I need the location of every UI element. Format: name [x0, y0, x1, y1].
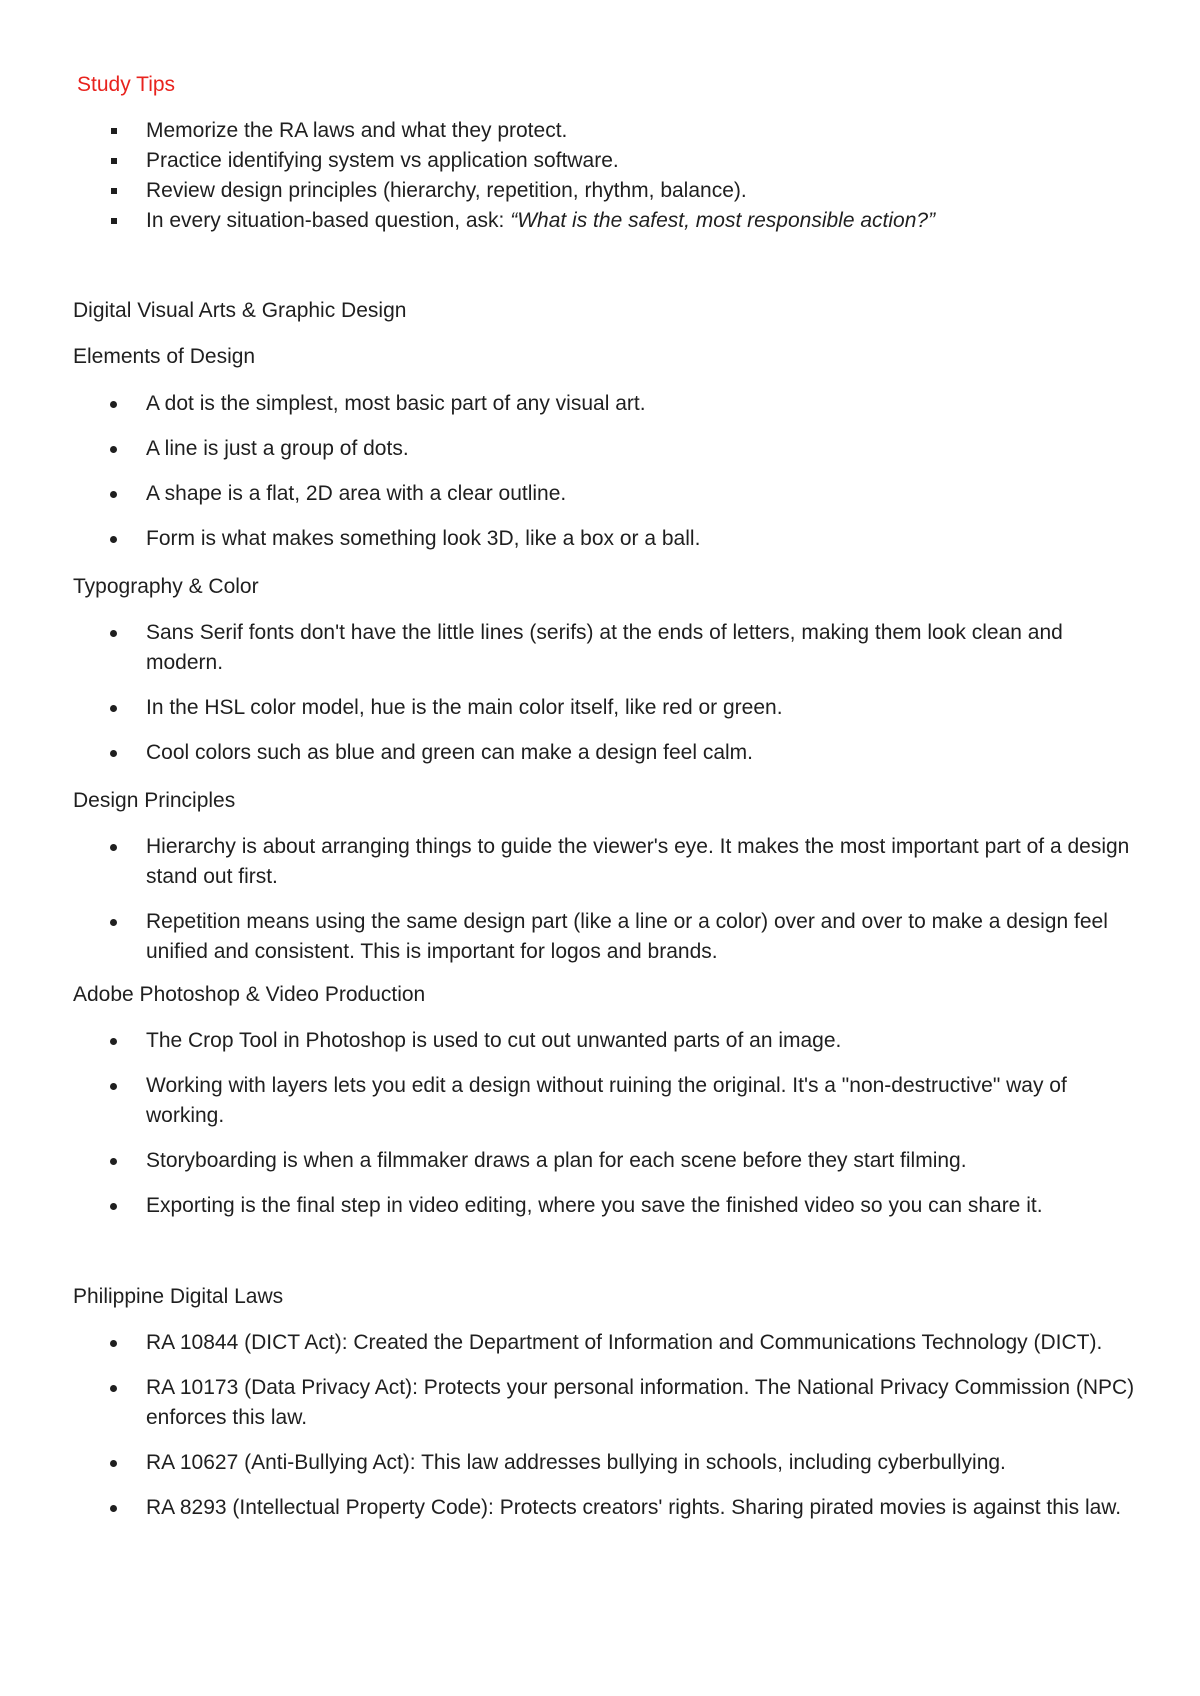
typography-list [0, 618, 1200, 783]
list-item-text: RA 8293 (Intellectual Property Code): Protects creators' rights. Sharing pirated movies is against this law. [146, 1496, 1122, 1519]
bullet-icon [110, 1038, 117, 1045]
list-item [0, 1071, 1200, 1131]
list-item-text: A shape is a flat, 2D area with a clear outline. [146, 482, 567, 505]
photoshop-list [0, 1026, 1200, 1236]
elements-list [0, 389, 1200, 569]
bullet-icon [110, 1460, 117, 1467]
principles-heading: Design Principles [73, 789, 236, 812]
laws-heading: Philippine Digital Laws [73, 1285, 284, 1308]
bullet-icon [110, 919, 117, 926]
bullet-icon [110, 1203, 117, 1210]
list-item [0, 1146, 1200, 1176]
photoshop-heading: Adobe Photoshop & Video Production [73, 983, 426, 1006]
list-item-text: Sans Serif fonts don't have the little lines (serifs) at the ends of letters, making them look clean and modern. [146, 621, 1063, 674]
list-item [0, 524, 1200, 554]
square-bullet-icon [111, 188, 117, 194]
study-tip-item [0, 176, 1200, 206]
square-bullet-icon [111, 128, 117, 134]
typography-heading: Typography & Color [73, 575, 259, 598]
bullet-icon [110, 1083, 117, 1090]
bullet-icon [110, 630, 117, 637]
list-item-text: The Crop Tool in Photoshop is used to cut out unwanted parts of an image. [146, 1029, 842, 1052]
list-item [0, 693, 1200, 723]
list-item-text: Hierarchy is about arranging things to guide the viewer's eye. It makes the most important part of a design stand out first. [146, 835, 1130, 888]
list-item [0, 479, 1200, 509]
list-item-text: Working with layers lets you edit a design without ruining the original. It's a "non-destructive" way of working. [146, 1074, 1067, 1127]
bullet-icon [110, 491, 117, 498]
study-tip-item [0, 116, 1200, 146]
list-item [0, 1373, 1200, 1433]
list-item-text: In the HSL color model, hue is the main color itself, like red or green. [146, 696, 783, 719]
study-tip-text: Practice identifying system vs application software. [146, 149, 619, 172]
list-item [0, 1026, 1200, 1056]
bullet-icon [110, 401, 117, 408]
bullet-icon [110, 446, 117, 453]
list-item-text: RA 10627 (Anti-Bullying Act): This law addresses bullying in schools, including cyberbullying. [146, 1451, 1006, 1474]
list-item [0, 907, 1200, 967]
list-item [0, 832, 1200, 892]
list-item-text: RA 10173 (Data Privacy Act): Protects your personal information. The National Privacy Commission (NPC) enforces this law. [146, 1376, 1135, 1429]
bullet-icon [110, 1385, 117, 1392]
list-item [0, 1328, 1200, 1358]
principles-list [0, 832, 1200, 982]
bullet-icon [110, 705, 117, 712]
bullet-icon [110, 536, 117, 543]
list-item [0, 434, 1200, 464]
list-item [0, 618, 1200, 678]
square-bullet-icon [111, 158, 117, 164]
list-item-text: A dot is the simplest, most basic part of any visual art. [146, 392, 646, 415]
study-tip-text: In every situation-based question, ask: [146, 209, 511, 232]
list-item-text: Repetition means using the same design part (like a line or a color) over and over to make a design feel unified and consistent. This is important for logos and brands. [146, 910, 1108, 963]
bullet-icon [110, 1505, 117, 1512]
bullet-icon [110, 844, 117, 851]
list-item [0, 389, 1200, 419]
list-item [0, 1448, 1200, 1478]
study-tip-item [0, 206, 1200, 236]
bullet-icon [110, 750, 117, 757]
bullet-icon [110, 1340, 117, 1347]
study-tip-text: Review design principles (hierarchy, repetition, rhythm, balance). [146, 179, 747, 202]
list-item [0, 1191, 1200, 1221]
study-tip-text: Memorize the RA laws and what they protect. [146, 119, 568, 142]
list-item-text: A line is just a group of dots. [146, 437, 409, 460]
square-bullet-icon [111, 218, 117, 224]
list-item [0, 1493, 1200, 1523]
study-tips-list [0, 116, 1200, 236]
list-item-text: Storyboarding is when a filmmaker draws a plan for each scene before they start filming. [146, 1149, 967, 1172]
list-item-text: Cool colors such as blue and green can make a design feel calm. [146, 741, 754, 764]
laws-list [0, 1328, 1200, 1538]
elements-heading: Elements of Design [73, 345, 256, 368]
study-tips-title: Study Tips [77, 73, 176, 96]
bullet-icon [110, 1158, 117, 1165]
study-tip-question: “What is the safest, most responsible action?” [510, 209, 936, 232]
study-tip-item [0, 146, 1200, 176]
list-item-text: RA 10844 (DICT Act): Created the Department of Information and Communications Technology (DICT). [146, 1331, 1103, 1354]
list-item-text: Exporting is the final step in video editing, where you save the finished video so you can share it. [146, 1194, 1043, 1217]
list-item-text: Form is what makes something look 3D, like a box or a ball. [146, 527, 701, 550]
main-section-title: Digital Visual Arts & Graphic Design [73, 299, 407, 322]
list-item [0, 738, 1200, 768]
